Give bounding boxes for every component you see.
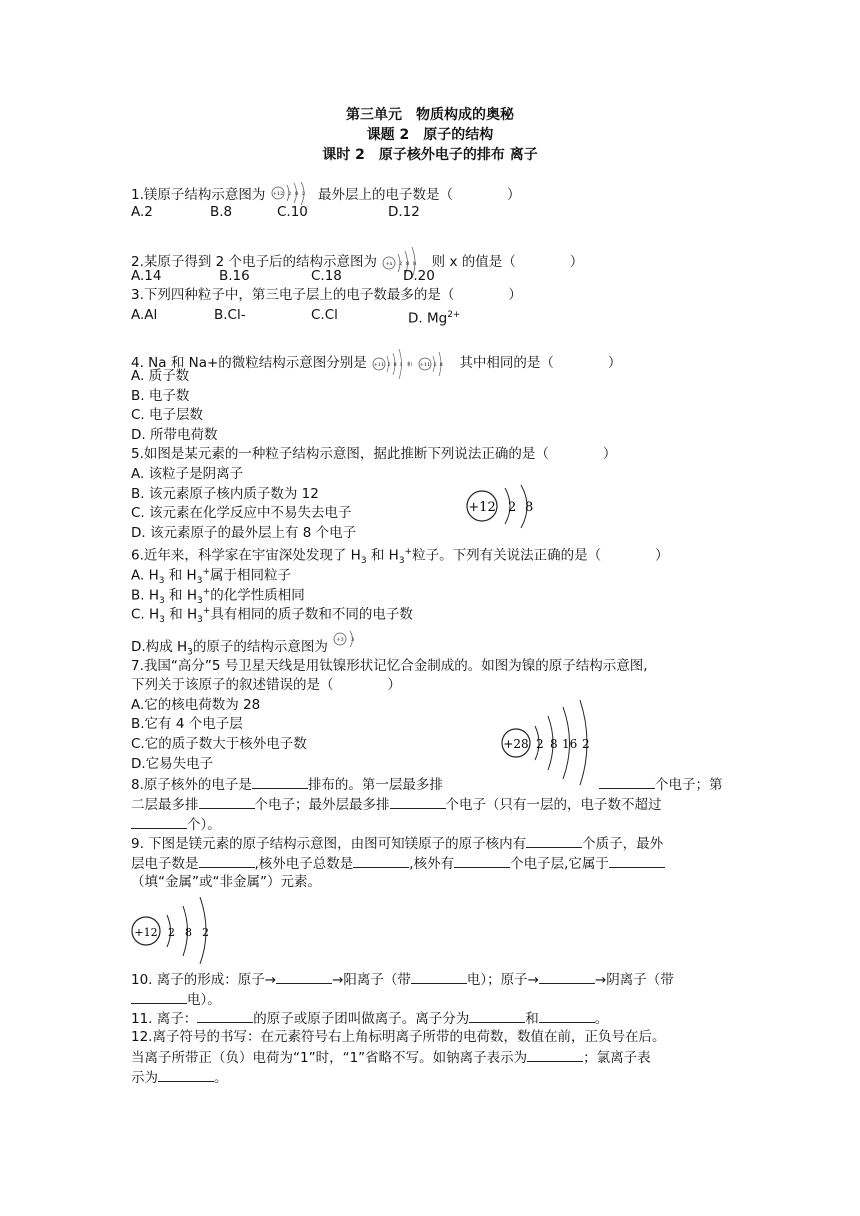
svg-text:8: 8 xyxy=(439,362,443,368)
h3-atom-mini-diagram xyxy=(332,628,362,652)
svg-text:2: 2 xyxy=(202,926,209,939)
svg-text:+11: +11 xyxy=(373,362,385,368)
q7-option-b: B.它有 4 个电子层 xyxy=(131,716,243,732)
svg-text:2: 2 xyxy=(168,926,175,939)
q8-blank-2[interactable] xyxy=(599,773,655,789)
q6-option-a: A. $H_3$ 和 $H_3^+$属于相同粒子 xyxy=(131,567,291,587)
svg-text:3: 3 xyxy=(351,637,355,643)
q5-atom-diagram xyxy=(465,483,555,531)
question-4-stem: 4. Na 和 Na+的微粒结构示意图分别是 +11 2 8 1 和 +11 2 8 其中相同的是（ ） xyxy=(131,346,621,380)
svg-text:2: 2 xyxy=(387,362,391,368)
svg-text:和: 和 xyxy=(407,362,413,368)
q4-option-a: A. 质子数 xyxy=(131,368,190,384)
q9-mg-atom-diagram xyxy=(130,895,220,965)
question-6-stem: 6.近年来，科学家在宇宙深处发现了 $H_3$ 和 $H_3^+$粒子。下列有关说法正确的是（ ） xyxy=(131,547,669,567)
svg-text:+28: +28 xyxy=(503,737,529,751)
q10-blank-2[interactable] xyxy=(411,968,467,984)
question-12-line-2: 当离子所带正（负）电荷为“1”时，“1”省略不写。如钠离子表示为 ；氯离子表 xyxy=(131,1046,651,1068)
q8-blank-5[interactable] xyxy=(131,813,187,829)
unit-title: 第三单元 物质构成的奥秘 xyxy=(346,107,514,123)
q1-option-b: B.8 xyxy=(210,204,233,220)
question-8-line-1-right: 个电子；第 xyxy=(599,773,723,795)
q10-blank-3[interactable] xyxy=(539,968,595,984)
na-and-na-ion-mini-diagrams xyxy=(371,346,455,380)
q4-option-b: B. 电子数 xyxy=(131,388,190,404)
q6-option-d: D.构成 $H_3$的原子的结构示意图为 +3 3 xyxy=(131,637,362,663)
question-12-line-3: 示为 。 xyxy=(131,1066,228,1088)
q5-option-a: A. 该粒子是阴离子 xyxy=(131,466,244,482)
svg-text:8: 8 xyxy=(525,500,534,515)
question-9-line-1: 9. 下图是镁元素的原子结构示意图，由图可知镁原子的原子核内有 个质子，最外 xyxy=(131,832,663,854)
question-8-line-1: 8.原子核外的电子是 排布的。第一层最多排 xyxy=(131,773,443,795)
question-10-line-1: 10. 离子的形成：原子→ →阳离子（带 电）；原子→ →阴离子（带 xyxy=(131,968,674,990)
q1-nucleus-label: +12 xyxy=(272,191,283,197)
svg-text:8: 8 xyxy=(185,926,192,939)
q1-option-d: D.12 xyxy=(388,204,420,220)
q8-blank-4[interactable] xyxy=(390,793,446,809)
svg-text:2: 2 xyxy=(536,737,544,751)
svg-text:2: 2 xyxy=(399,261,403,267)
svg-text:8: 8 xyxy=(393,362,397,368)
q2-option-b: B.16 xyxy=(219,268,250,284)
q3-option-d: D. $Mg^{2+}$ xyxy=(408,310,461,327)
q3-option-b: B.Cl- xyxy=(214,307,246,323)
svg-text:8: 8 xyxy=(413,261,417,267)
svg-text:+12: +12 xyxy=(134,926,158,939)
question-11: 11. 离子： 的原子或原子团叫做离子。离子分为 和 。 xyxy=(131,1007,608,1029)
q1-option-c: C.10 xyxy=(277,204,308,220)
q12-blank-1[interactable] xyxy=(527,1046,583,1062)
svg-text:8: 8 xyxy=(294,191,298,197)
q1-option-a: A.2 xyxy=(131,204,153,220)
q11-blank-2[interactable] xyxy=(469,1007,525,1023)
q3-option-c: C.Cl xyxy=(311,307,338,323)
svg-text:+3: +3 xyxy=(336,637,344,643)
question-2-stem: 2.某原子得到 2 个电子后的结构示意图为 +x 2 8 8 则 x 的值是（ ） xyxy=(131,245,583,279)
svg-text:2: 2 xyxy=(301,191,305,197)
svg-text:+11: +11 xyxy=(419,362,431,368)
q3-option-a: A.Al xyxy=(131,307,158,323)
question-5-stem: 5.如图是某元素的一种粒子结构示意图，据此推断下列说法正确的是（ ） xyxy=(131,446,617,462)
question-7-stem-line-1: 7.我国“高分”5 号卫星天线是用钛镍形状记忆合金制成的。如图为镍的原子结构示意图, xyxy=(131,658,648,674)
question-8-line-2: 二层最多排 个电子；最外层最多排 个电子（只有一层的，电子数不超过 xyxy=(131,793,662,815)
lesson-title: 课时 2 原子核外电子的排布 离子 xyxy=(322,147,538,163)
q7-option-c: C.它的质子数大于核外电子数 xyxy=(131,736,307,752)
question-9-line-3: （填“金属”或“非金属”）元素。 xyxy=(131,874,321,890)
q10-blank-4[interactable] xyxy=(131,988,187,1004)
svg-text:2: 2 xyxy=(582,737,590,751)
q11-blank-3[interactable] xyxy=(539,1007,595,1023)
nickel-atom-diagram xyxy=(500,698,610,786)
question-3-stem: 3.下列四种粒子中，第三电子层上的电子数最多的是（ ） xyxy=(131,287,522,303)
q11-blank-1[interactable] xyxy=(197,1007,253,1023)
question-10-line-2: 电）。 xyxy=(131,988,221,1010)
q9-blank-4[interactable] xyxy=(454,852,510,868)
q12-blank-2[interactable] xyxy=(158,1066,214,1082)
svg-text:2: 2 xyxy=(433,362,437,368)
q9-blank-5[interactable] xyxy=(609,852,665,868)
q5-option-d: D. 该元素原子的最外层上有 8 个电子 xyxy=(131,525,357,541)
svg-text:16: 16 xyxy=(562,737,578,751)
q6-option-b: B. $H_3$ 和 $H_3^+$的化学性质相同 xyxy=(131,587,305,607)
question-1-stem: 1.镁原子结构示意图为 +12 2 8 2 最外层上的电子数是（ ） xyxy=(131,182,520,208)
q9-blank-3[interactable] xyxy=(353,852,409,868)
q5-option-b: B. 该元素原子核内质子数为 12 xyxy=(131,486,319,502)
q2-option-c: C.18 xyxy=(311,268,342,284)
svg-text:1: 1 xyxy=(399,362,403,368)
q9-blank-2[interactable] xyxy=(199,852,255,868)
q2-option-d: D.20 xyxy=(403,268,435,284)
q5-option-c: C. 该元素在化学反应中不易失去电子 xyxy=(131,505,352,521)
q8-blank-1[interactable] xyxy=(252,773,308,789)
question-12-line-1: 12.离子符号的书写：在元素符号右上角标明离子所带的电荷数，数值在前，正负号在后。 xyxy=(131,1029,666,1045)
question-9-line-2: 层电子数是 ,核外电子总数是 ,核外有 个电子层,它属于 xyxy=(131,852,665,874)
q4-option-c: C. 电子层数 xyxy=(131,407,204,423)
q10-blank-1[interactable] xyxy=(276,968,332,984)
svg-text:8: 8 xyxy=(550,737,558,751)
q6-option-c: C. $H_3$ 和 $H_3^+$具有相同的质子数和不同的电子数 xyxy=(131,606,413,626)
q9-blank-1[interactable] xyxy=(526,832,582,848)
q4-option-d: D. 所带电荷数 xyxy=(131,427,218,443)
question-8-line-3: 个）。 xyxy=(131,813,221,835)
q8-blank-3[interactable] xyxy=(199,793,255,809)
svg-text:8: 8 xyxy=(406,261,410,267)
svg-text:2: 2 xyxy=(287,191,291,197)
q2-option-a: A.14 xyxy=(131,268,162,284)
question-7-stem-line-2: 下列关于该原子的叙述错误的是（ ） xyxy=(131,677,401,693)
topic-title: 课题 2 原子的结构 xyxy=(366,127,494,143)
svg-text:+x: +x xyxy=(385,261,393,267)
svg-text:2: 2 xyxy=(508,500,517,515)
q7-option-d: D.它易失电子 xyxy=(131,756,214,772)
svg-text:+12: +12 xyxy=(468,500,496,515)
q7-option-a: A.它的核电荷数为 28 xyxy=(131,697,261,713)
